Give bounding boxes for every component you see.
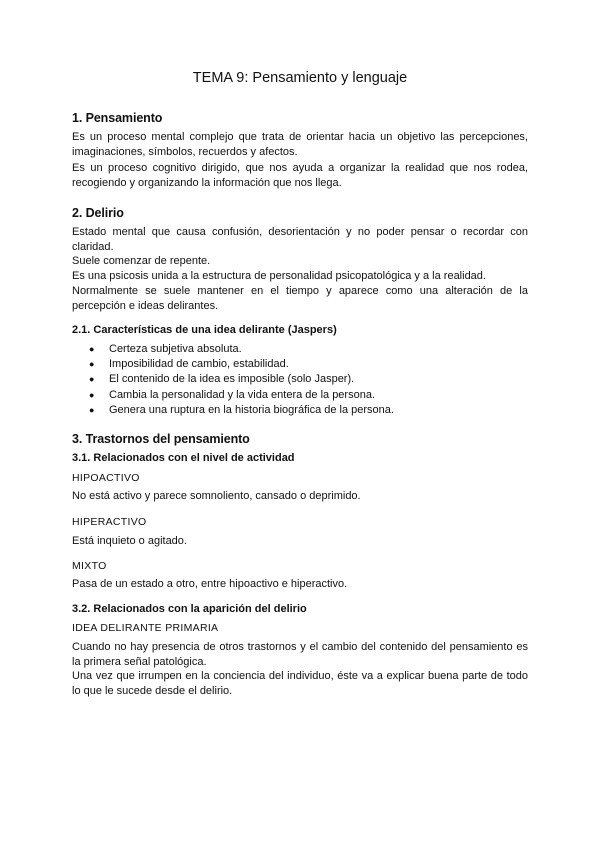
term-label: HIPERACTIVO: [72, 516, 147, 528]
paragraph: Cuando no hay presencia de otros trastornos y el cambio del contenido del pensamiento es la primera señal patológica.: [72, 641, 528, 668]
section-heading-delirio: 2. Delirio: [72, 206, 124, 220]
term-label: HIPOACTIVO: [72, 472, 140, 484]
paragraph: Es un proceso cognitivo dirigido, que nos ayuda a organizar la realidad que nos rodea, recogiendo y organizando la información que nos llega.: [72, 162, 528, 189]
paragraph: Normalmente se suele mantener en el tiempo y aparece como una alteración de la percepción e ideas delirantes.: [72, 285, 528, 312]
paragraph: Es una psicosis unida a la estructura de personalidad psicopatológica y a la realidad.: [72, 270, 486, 282]
list-item: ● Imposibilidad de cambio, estabilidad.: [72, 357, 394, 372]
paragraph: No está activo y parece somnoliento, cansado o deprimido.: [72, 490, 361, 502]
document-title: TEMA 9: Pensamiento y lenguaje: [192, 70, 408, 86]
list-item: ● Cambia la personalidad y la vida entera de la persona.: [72, 388, 394, 403]
term-label: IDEA DELIRANTE PRIMARIA: [72, 622, 219, 634]
list-item: ● Certeza subjetiva absoluta.: [72, 342, 394, 357]
paragraph: Estado mental que causa confusión, desorientación y no poder pensar o recordar con claridad.: [72, 226, 528, 253]
bullet-icon: ●: [89, 389, 95, 400]
list-item: ● El contenido de la idea es imposible (solo Jasper).: [72, 372, 394, 387]
subsection-heading-actividad: 3.1. Relacionados con el nivel de actividad: [72, 452, 295, 464]
bullet-icon: ●: [89, 404, 95, 415]
section-heading-trastornos: 3. Trastornos del pensamiento: [72, 432, 250, 446]
subsection-heading-caracteristicas: 2.1. Características de una idea delirante (Jaspers): [72, 324, 337, 336]
term-label: MIXTO: [72, 560, 107, 572]
bullet-icon: ●: [89, 374, 95, 385]
paragraph: Está inquieto o agitado.: [72, 535, 187, 547]
subsection-heading-aparicion: 3.2. Relacionados con la aparición del delirio: [72, 603, 307, 615]
paragraph: Suele comenzar de repente.: [72, 255, 211, 267]
paragraph: Es un proceso mental complejo que trata de orientar hacia un objetivo las percepciones, imaginaciones, símbolos, recuerdos y afectos.: [72, 131, 528, 158]
bullet-list: [72, 342, 394, 418]
bullet-icon: ●: [89, 344, 95, 354]
list-item: ● Genera una ruptura en la historia biográfica de la persona.: [72, 403, 394, 418]
paragraph: Una vez que irrumpen en la conciencia del individuo, éste va a explicar buena parte de todo lo que le sucede desde el delirio.: [72, 670, 528, 697]
section-heading-pensamiento: 1. Pensamiento: [72, 111, 163, 125]
bullet-icon: ●: [89, 359, 95, 370]
paragraph: Pasa de un estado a otro, entre hipoactivo e hiperactivo.: [72, 578, 348, 590]
